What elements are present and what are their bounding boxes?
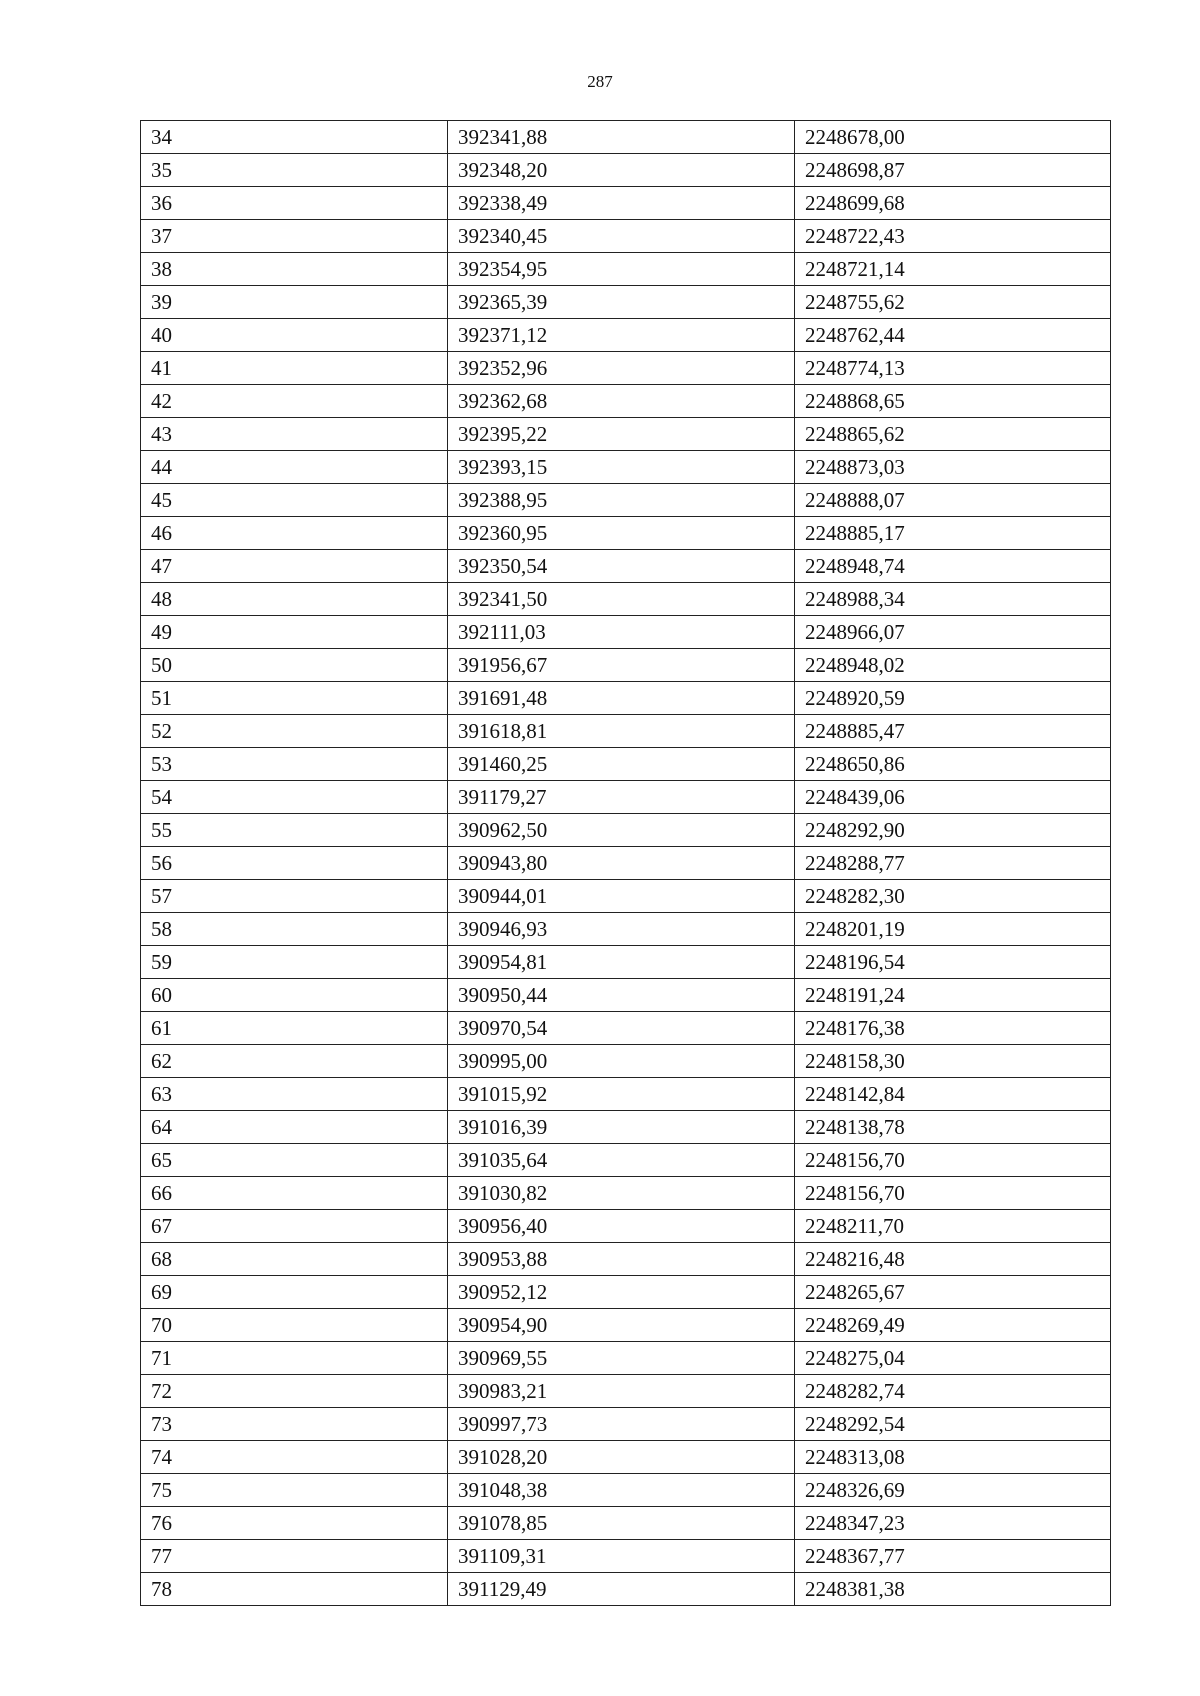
point-number-cell: 44 <box>141 451 448 484</box>
page-number: 287 <box>587 72 613 91</box>
x-coordinate-cell: 392341,88 <box>448 121 795 154</box>
table-row <box>141 1177 1111 1210</box>
point-number-cell: 34 <box>141 121 448 154</box>
y-coordinate-cell: 2248966,07 <box>795 616 1111 649</box>
table-row <box>141 682 1111 715</box>
x-coordinate-cell: 391030,82 <box>448 1177 795 1210</box>
table-row <box>141 187 1111 220</box>
table-row <box>141 1342 1111 1375</box>
x-coordinate-cell: 390946,93 <box>448 913 795 946</box>
y-coordinate-cell: 2248439,06 <box>795 781 1111 814</box>
table-row <box>141 1144 1111 1177</box>
point-number-cell: 46 <box>141 517 448 550</box>
table-row <box>141 1309 1111 1342</box>
x-coordinate-cell: 391016,39 <box>448 1111 795 1144</box>
point-number-cell: 36 <box>141 187 448 220</box>
x-coordinate-cell: 390997,73 <box>448 1408 795 1441</box>
y-coordinate-cell: 2248722,43 <box>795 220 1111 253</box>
x-coordinate-cell: 390943,80 <box>448 847 795 880</box>
point-number-cell: 39 <box>141 286 448 319</box>
y-coordinate-cell: 2248282,74 <box>795 1375 1111 1408</box>
point-number-cell: 76 <box>141 1507 448 1540</box>
point-number-cell: 55 <box>141 814 448 847</box>
x-coordinate-cell: 391179,27 <box>448 781 795 814</box>
y-coordinate-cell: 2248176,38 <box>795 1012 1111 1045</box>
x-coordinate-cell: 392341,50 <box>448 583 795 616</box>
y-coordinate-cell: 2248755,62 <box>795 286 1111 319</box>
y-coordinate-cell: 2248774,13 <box>795 352 1111 385</box>
y-coordinate-cell: 2248888,07 <box>795 484 1111 517</box>
x-coordinate-cell: 391129,49 <box>448 1573 795 1606</box>
y-coordinate-cell: 2248326,69 <box>795 1474 1111 1507</box>
y-coordinate-cell: 2248196,54 <box>795 946 1111 979</box>
x-coordinate-cell: 392395,22 <box>448 418 795 451</box>
point-number-cell: 71 <box>141 1342 448 1375</box>
table-row <box>141 616 1111 649</box>
table-row <box>141 286 1111 319</box>
table-row <box>141 649 1111 682</box>
point-number-cell: 35 <box>141 154 448 187</box>
point-number-cell: 42 <box>141 385 448 418</box>
x-coordinate-cell: 391109,31 <box>448 1540 795 1573</box>
point-number-cell: 65 <box>141 1144 448 1177</box>
table-row <box>141 451 1111 484</box>
point-number-cell: 63 <box>141 1078 448 1111</box>
y-coordinate-cell: 2248948,74 <box>795 550 1111 583</box>
table-row <box>141 979 1111 1012</box>
x-coordinate-cell: 392348,20 <box>448 154 795 187</box>
x-coordinate-cell: 390995,00 <box>448 1045 795 1078</box>
table-row <box>141 814 1111 847</box>
table-row <box>141 946 1111 979</box>
x-coordinate-cell: 390952,12 <box>448 1276 795 1309</box>
table-row <box>141 583 1111 616</box>
x-coordinate-cell: 390944,01 <box>448 880 795 913</box>
x-coordinate-cell: 392354,95 <box>448 253 795 286</box>
table-row <box>141 1573 1111 1606</box>
x-coordinate-cell: 390956,40 <box>448 1210 795 1243</box>
point-number-cell: 50 <box>141 649 448 682</box>
table-row <box>141 517 1111 550</box>
coordinates-table <box>140 120 1111 1606</box>
table-row <box>141 1507 1111 1540</box>
point-number-cell: 72 <box>141 1375 448 1408</box>
table-row <box>141 715 1111 748</box>
y-coordinate-cell: 2248288,77 <box>795 847 1111 880</box>
x-coordinate-cell: 392111,03 <box>448 616 795 649</box>
x-coordinate-cell: 391015,92 <box>448 1078 795 1111</box>
point-number-cell: 78 <box>141 1573 448 1606</box>
y-coordinate-cell: 2248721,14 <box>795 253 1111 286</box>
y-coordinate-cell: 2248275,04 <box>795 1342 1111 1375</box>
table-row <box>141 1474 1111 1507</box>
x-coordinate-cell: 392371,12 <box>448 319 795 352</box>
x-coordinate-cell: 390969,55 <box>448 1342 795 1375</box>
point-number-cell: 37 <box>141 220 448 253</box>
x-coordinate-cell: 392393,15 <box>448 451 795 484</box>
point-number-cell: 57 <box>141 880 448 913</box>
table-row <box>141 1441 1111 1474</box>
x-coordinate-cell: 392365,39 <box>448 286 795 319</box>
y-coordinate-cell: 2248269,49 <box>795 1309 1111 1342</box>
table-row <box>141 220 1111 253</box>
table-row <box>141 1243 1111 1276</box>
table-row <box>141 1012 1111 1045</box>
x-coordinate-cell: 391028,20 <box>448 1441 795 1474</box>
x-coordinate-cell: 390962,50 <box>448 814 795 847</box>
table-row <box>141 913 1111 946</box>
x-coordinate-cell: 391035,64 <box>448 1144 795 1177</box>
point-number-cell: 73 <box>141 1408 448 1441</box>
x-coordinate-cell: 391078,85 <box>448 1507 795 1540</box>
y-coordinate-cell: 2248699,68 <box>795 187 1111 220</box>
x-coordinate-cell: 390954,90 <box>448 1309 795 1342</box>
x-coordinate-cell: 391618,81 <box>448 715 795 748</box>
y-coordinate-cell: 2248698,87 <box>795 154 1111 187</box>
y-coordinate-cell: 2248678,00 <box>795 121 1111 154</box>
y-coordinate-cell: 2248381,38 <box>795 1573 1111 1606</box>
table-row <box>141 781 1111 814</box>
x-coordinate-cell: 390983,21 <box>448 1375 795 1408</box>
x-coordinate-cell: 392360,95 <box>448 517 795 550</box>
x-coordinate-cell: 390953,88 <box>448 1243 795 1276</box>
point-number-cell: 43 <box>141 418 448 451</box>
table-row <box>141 1111 1111 1144</box>
point-number-cell: 68 <box>141 1243 448 1276</box>
y-coordinate-cell: 2248158,30 <box>795 1045 1111 1078</box>
table-row <box>141 1045 1111 1078</box>
point-number-cell: 49 <box>141 616 448 649</box>
x-coordinate-cell: 390950,44 <box>448 979 795 1012</box>
y-coordinate-cell: 2248156,70 <box>795 1177 1111 1210</box>
table-row <box>141 1276 1111 1309</box>
y-coordinate-cell: 2248873,03 <box>795 451 1111 484</box>
y-coordinate-cell: 2248948,02 <box>795 649 1111 682</box>
y-coordinate-cell: 2248868,65 <box>795 385 1111 418</box>
y-coordinate-cell: 2248885,17 <box>795 517 1111 550</box>
table-row <box>141 1408 1111 1441</box>
y-coordinate-cell: 2248216,48 <box>795 1243 1111 1276</box>
point-number-cell: 58 <box>141 913 448 946</box>
y-coordinate-cell: 2248156,70 <box>795 1144 1111 1177</box>
x-coordinate-cell: 390970,54 <box>448 1012 795 1045</box>
point-number-cell: 47 <box>141 550 448 583</box>
point-number-cell: 48 <box>141 583 448 616</box>
point-number-cell: 60 <box>141 979 448 1012</box>
x-coordinate-cell: 392352,96 <box>448 352 795 385</box>
point-number-cell: 77 <box>141 1540 448 1573</box>
point-number-cell: 40 <box>141 319 448 352</box>
x-coordinate-cell: 391956,67 <box>448 649 795 682</box>
point-number-cell: 64 <box>141 1111 448 1144</box>
x-coordinate-cell: 392350,54 <box>448 550 795 583</box>
y-coordinate-cell: 2248201,19 <box>795 913 1111 946</box>
x-coordinate-cell: 391048,38 <box>448 1474 795 1507</box>
y-coordinate-cell: 2248138,78 <box>795 1111 1111 1144</box>
point-number-cell: 54 <box>141 781 448 814</box>
table-row <box>141 319 1111 352</box>
point-number-cell: 75 <box>141 1474 448 1507</box>
point-number-cell: 45 <box>141 484 448 517</box>
y-coordinate-cell: 2248347,23 <box>795 1507 1111 1540</box>
point-number-cell: 38 <box>141 253 448 286</box>
table-row <box>141 484 1111 517</box>
point-number-cell: 66 <box>141 1177 448 1210</box>
y-coordinate-cell: 2248762,44 <box>795 319 1111 352</box>
table-row <box>141 550 1111 583</box>
point-number-cell: 67 <box>141 1210 448 1243</box>
point-number-cell: 62 <box>141 1045 448 1078</box>
y-coordinate-cell: 2248865,62 <box>795 418 1111 451</box>
y-coordinate-cell: 2248367,77 <box>795 1540 1111 1573</box>
point-number-cell: 59 <box>141 946 448 979</box>
point-number-cell: 56 <box>141 847 448 880</box>
table-row <box>141 748 1111 781</box>
y-coordinate-cell: 2248885,47 <box>795 715 1111 748</box>
table-row <box>141 154 1111 187</box>
table-row <box>141 1210 1111 1243</box>
y-coordinate-cell: 2248142,84 <box>795 1078 1111 1111</box>
x-coordinate-cell: 392340,45 <box>448 220 795 253</box>
point-number-cell: 61 <box>141 1012 448 1045</box>
y-coordinate-cell: 2248191,24 <box>795 979 1111 1012</box>
coordinates-table-body <box>141 121 1111 1606</box>
y-coordinate-cell: 2248920,59 <box>795 682 1111 715</box>
x-coordinate-cell: 390954,81 <box>448 946 795 979</box>
table-row <box>141 352 1111 385</box>
point-number-cell: 41 <box>141 352 448 385</box>
y-coordinate-cell: 2248265,67 <box>795 1276 1111 1309</box>
x-coordinate-cell: 392388,95 <box>448 484 795 517</box>
x-coordinate-cell: 391691,48 <box>448 682 795 715</box>
table-row <box>141 1540 1111 1573</box>
table-row <box>141 418 1111 451</box>
x-coordinate-cell: 392338,49 <box>448 187 795 220</box>
y-coordinate-cell: 2248292,90 <box>795 814 1111 847</box>
table-row <box>141 847 1111 880</box>
table-row <box>141 385 1111 418</box>
point-number-cell: 51 <box>141 682 448 715</box>
table-row <box>141 121 1111 154</box>
point-number-cell: 53 <box>141 748 448 781</box>
y-coordinate-cell: 2248211,70 <box>795 1210 1111 1243</box>
table-row <box>141 253 1111 286</box>
x-coordinate-cell: 392362,68 <box>448 385 795 418</box>
point-number-cell: 74 <box>141 1441 448 1474</box>
y-coordinate-cell: 2248292,54 <box>795 1408 1111 1441</box>
y-coordinate-cell: 2248313,08 <box>795 1441 1111 1474</box>
point-number-cell: 69 <box>141 1276 448 1309</box>
table-row <box>141 1375 1111 1408</box>
y-coordinate-cell: 2248282,30 <box>795 880 1111 913</box>
y-coordinate-cell: 2248988,34 <box>795 583 1111 616</box>
x-coordinate-cell: 391460,25 <box>448 748 795 781</box>
y-coordinate-cell: 2248650,86 <box>795 748 1111 781</box>
table-row <box>141 1078 1111 1111</box>
point-number-cell: 70 <box>141 1309 448 1342</box>
point-number-cell: 52 <box>141 715 448 748</box>
table-row <box>141 880 1111 913</box>
